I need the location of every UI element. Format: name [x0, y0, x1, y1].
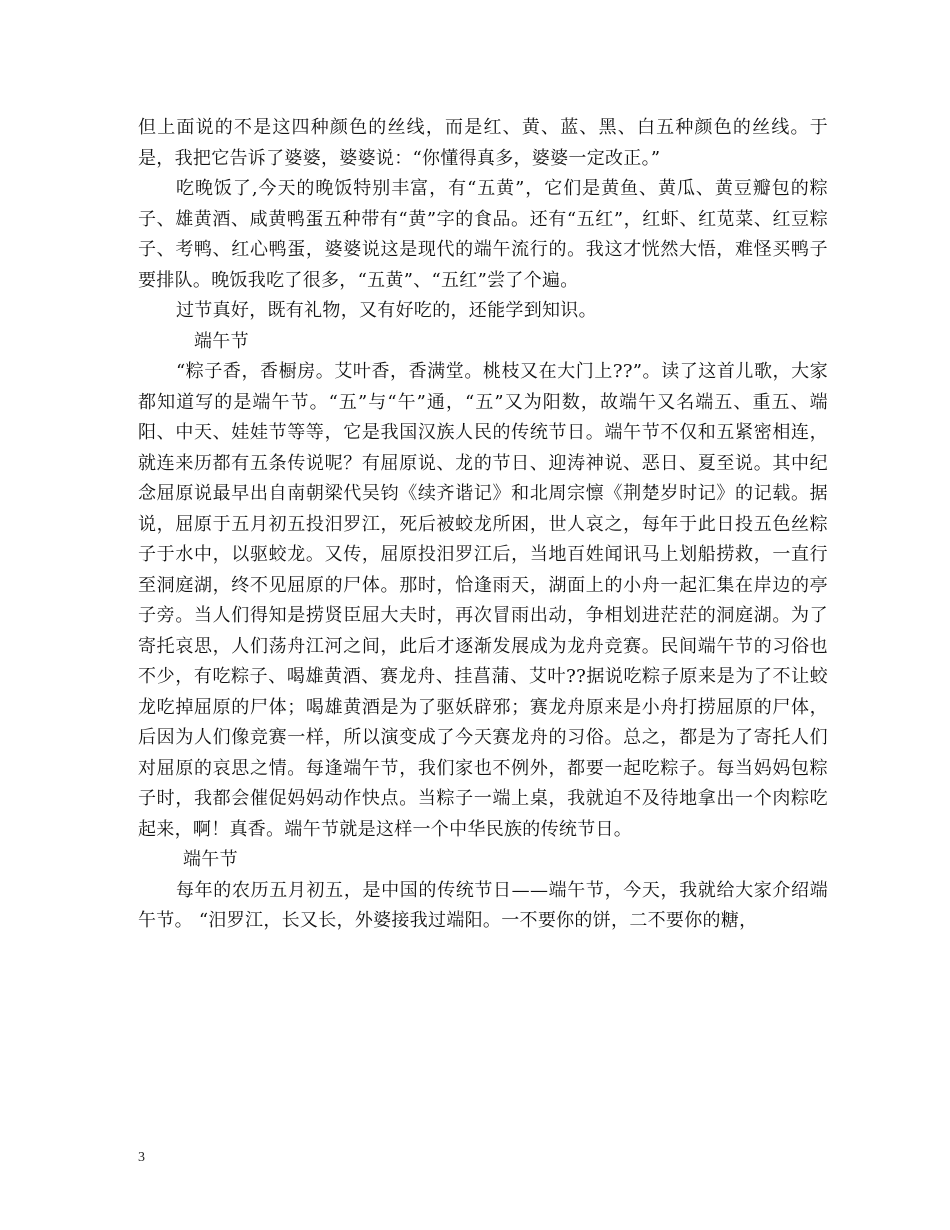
paragraph-continuation: 但上面说的不是这四种颜色的丝线，而是红、黄、蓝、黑、白五种颜色的丝线。于是，我把它告诉了婆婆，婆婆说：“你懂得真多，婆婆一定改正。”	[138, 117, 828, 169]
paragraph-dinner: 吃晚饭了,今天的晚饭特别丰富，有“五黄”，它们是黄鱼、黄瓜、黄豆瓣包的粽子、雄黄酒、咸黄鸭蛋五种带有“黄”字的食品。还有“五红”，红虾、红苋菜、红豆粽子、考鸭、红心鸭蛋，婆婆说这是现代的端午流行的。我这才恍然大悟，难怪买鸭子要排队。晚饭我吃了很多，“五黄”、“五红”尝了个遍。	[138, 178, 828, 291]
section-heading-1: 端午节	[194, 330, 249, 352]
paragraph-section-2: 每年的农历五月初五，是中国的传统节日——端午节，今天，我就给大家介绍端午节。 “汨罗江，长又长，外婆接我过端阳。一不要你的饼，二不要你的糖，	[138, 879, 828, 931]
document-body	[138, 113, 828, 937]
page-number: 3	[138, 1150, 145, 1165]
section-heading-2: 端午节	[183, 849, 238, 870]
paragraph-section-1: “粽子香，香橱房。艾叶香，香满堂。桃枝又在大门上??”。读了这首儿歌，大家都知道写的是端午节。“五”与“午”通，“五”又为阳数，故端午又名端五、重五、端阳、中天、娃娃节等等，它是我国汉族人民的传统节日。端午节不仅和五紧密相连，就连来历都有五条传说呢？有屈原说、龙的节日、迎涛神说、恶日、夏至说。其中纪念屈原说最早出自南朝梁代吴钧《续齐谐记》和北周宗懔《荆楚岁时记》的记载。据说，屈原于五月初五投汨罗江，死后被蛟龙所困，世人哀之，每年于此日投五色丝粽子于水中，以驱蛟龙。又传，屈原投汨罗江后，当地百姓闻讯马上划船捞救，一直行至洞庭湖，终不见屈原的尸体。那时，恰逢雨天，湖面上的小舟一起汇集在岸边的亭子旁。当人们得知是捞贤臣屈大夫时，再次冒雨出动，争相划进茫茫的洞庭湖。为了寄托哀思，人们荡舟江河之间，此后才逐渐发展成为龙舟竞赛。民间端午节的习俗也不少，有吃粽子、喝雄黄酒、赛龙舟、挂菖蒲、艾叶??据说吃粽子原来是为了不让蛟龙吃掉屈原的尸体；喝雄黄酒是为了驱妖辟邪；赛龙舟原来是小舟打捞屈原的尸体，后因为人们像竞赛一样，所以演变成了今天赛龙舟的习俗。总之，都是为了寄托人们对屈原的哀思之情。每逢端午节，我们家也不例外，都要一起吃粽子。每当妈妈包粽子时，我都会催促妈妈动作快点。当粽子一端上桌，我就迫不及待地拿出一个肉粽吃起来，啊！真香。端午节就是这样一个中华民族的传统节日。	[138, 361, 828, 840]
paragraph-closing: 过节真好，既有礼物，又有好吃的，还能学到知识。	[176, 300, 597, 321]
